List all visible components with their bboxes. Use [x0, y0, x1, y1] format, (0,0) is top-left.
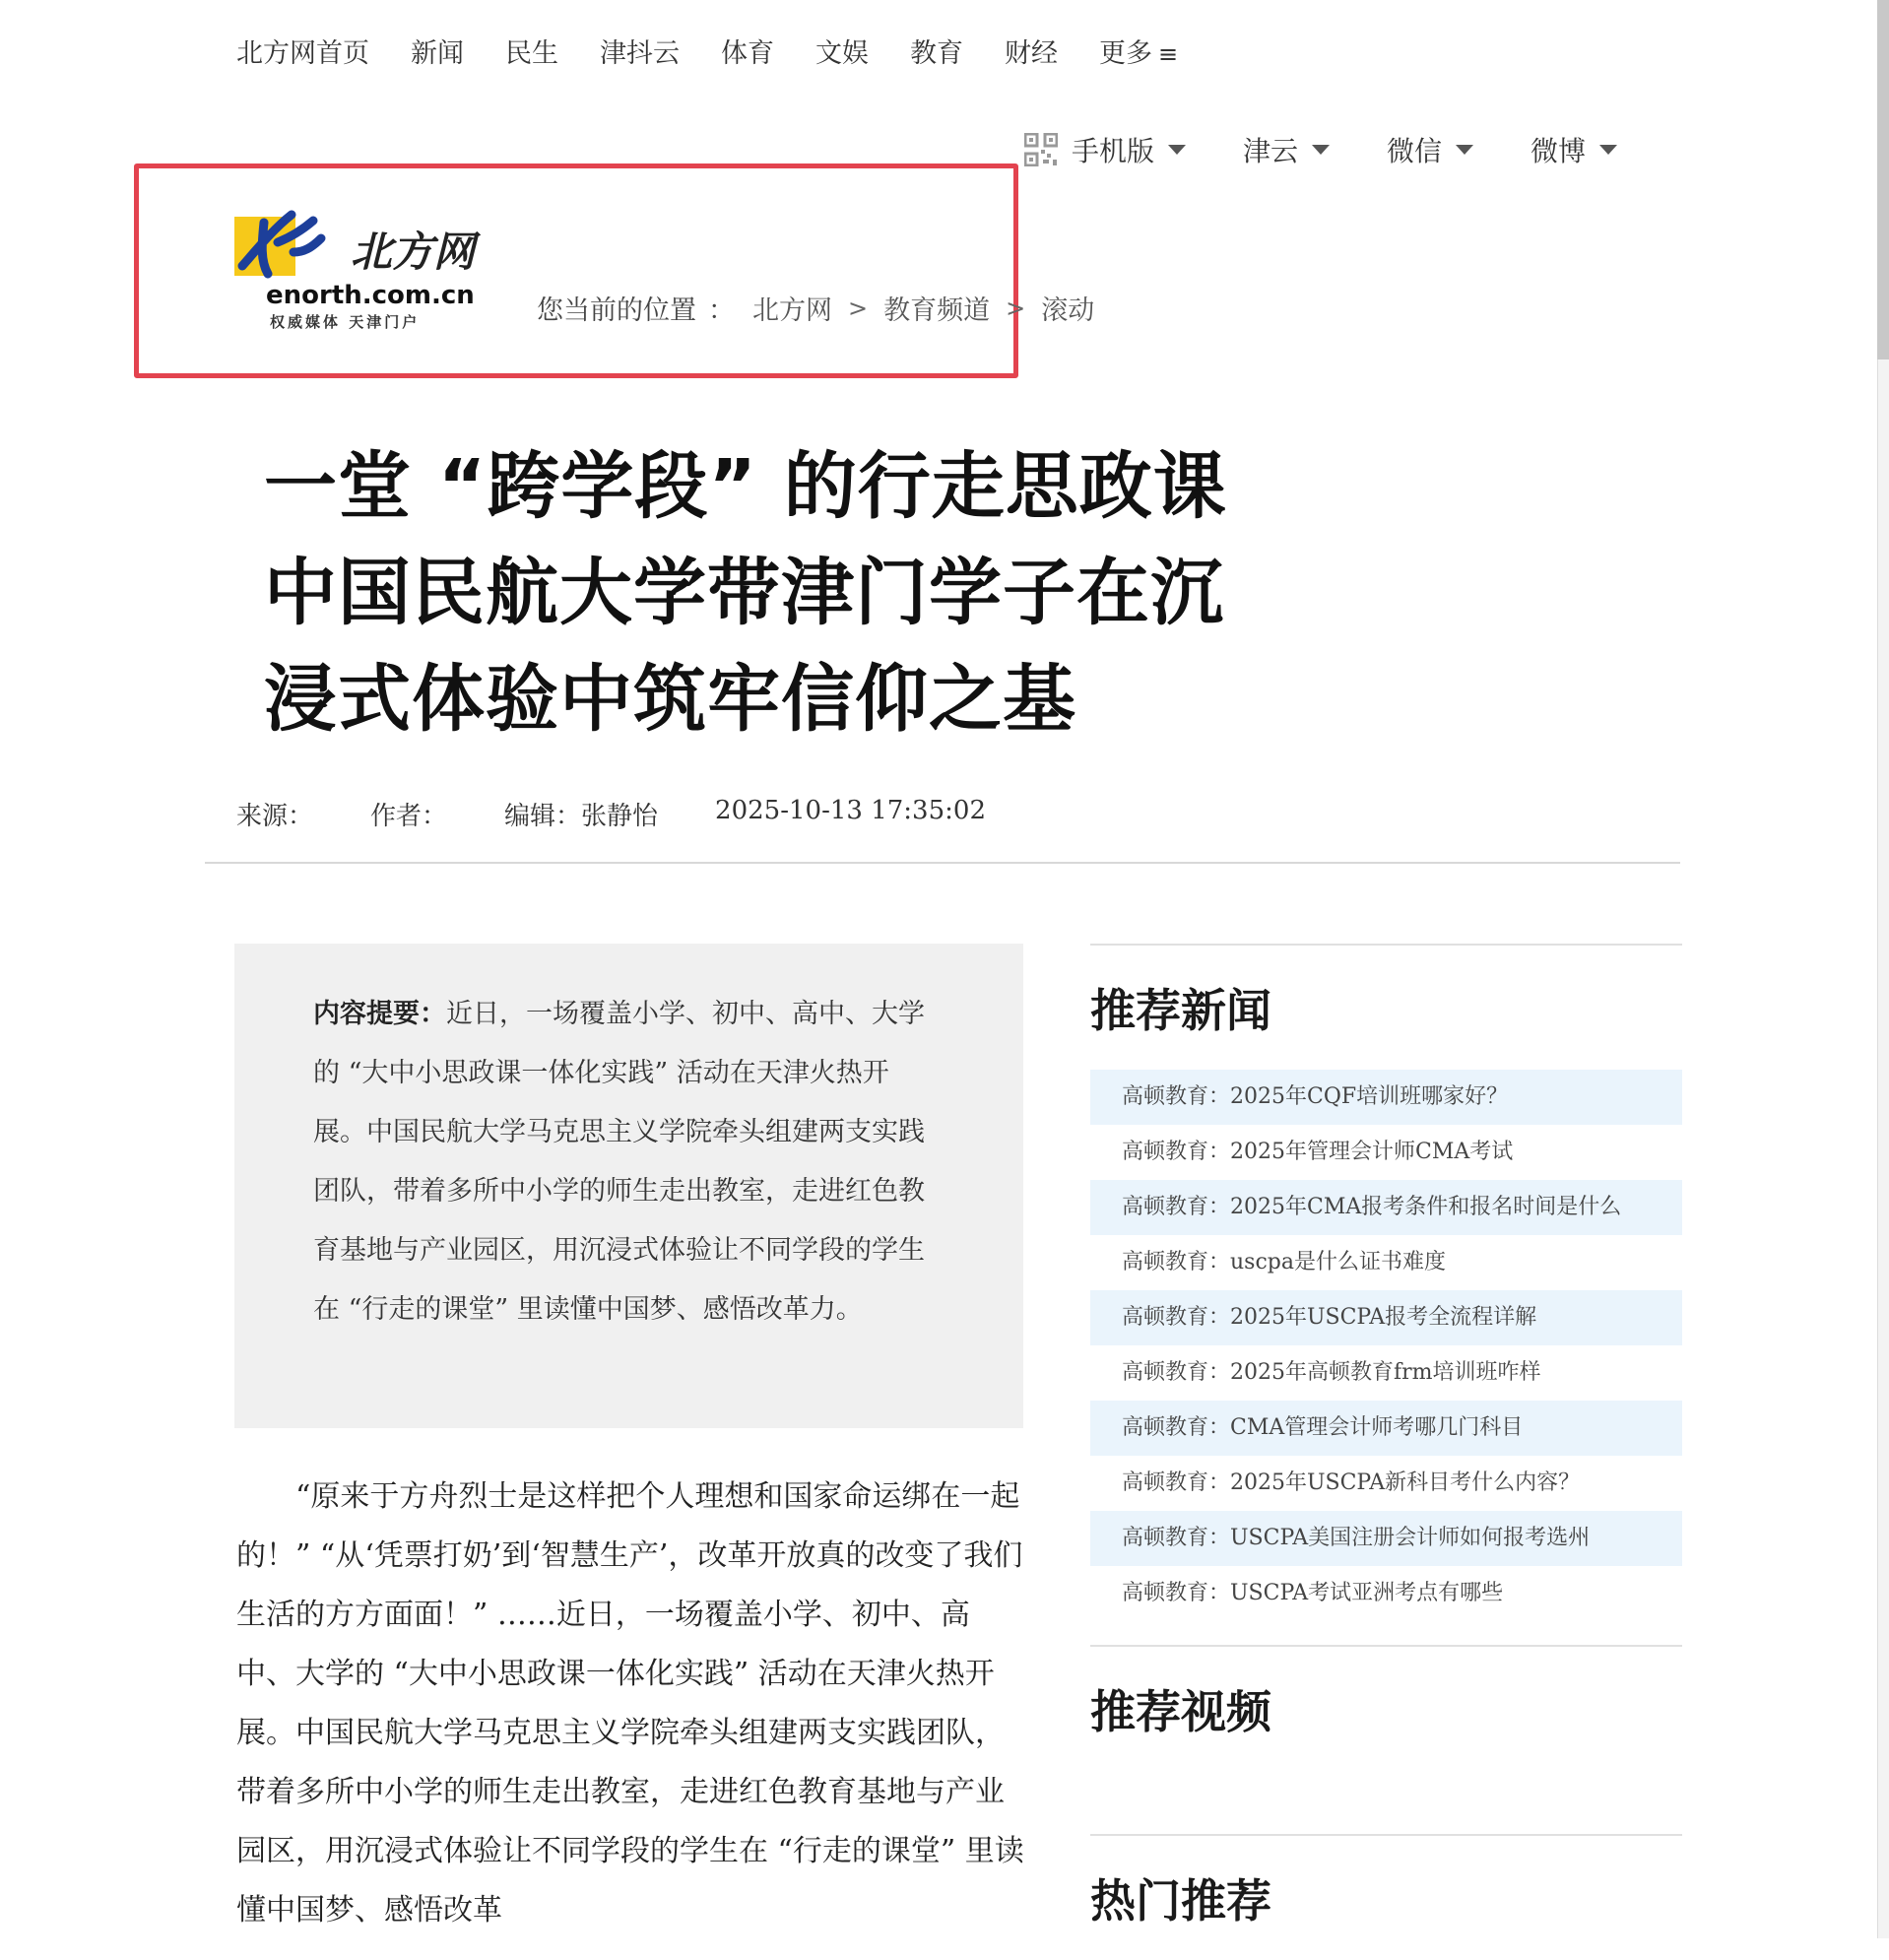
section-divider [1090, 1834, 1682, 1836]
recommended-news-list [1090, 1070, 1682, 1621]
caret-down-icon [1456, 145, 1473, 155]
wechat-dropdown[interactable] [1387, 130, 1473, 169]
summary-text [313, 985, 929, 1339]
svg-text:北方网: 北方网 [351, 228, 476, 276]
summary-label: 内容提要： [313, 999, 446, 1029]
nav-more[interactable] [1099, 32, 1178, 70]
article-meta [236, 796, 986, 832]
news-list-item[interactable]: 高顿教育：2025年CMA报考条件和报名时间是什么 [1090, 1180, 1682, 1235]
breadcrumb [537, 289, 1094, 327]
nav-sports[interactable]: 体育 [721, 37, 774, 69]
breadcrumb-home[interactable]: 北方网 [752, 295, 832, 326]
svg-text:enorth.com.cn: enorth.com.cn [266, 281, 475, 310]
breadcrumb-education[interactable]: 教育频道 [883, 295, 991, 326]
breadcrumb-scroll[interactable]: 滚动 [1041, 295, 1095, 326]
mobile-version-label: 手机版 [1072, 135, 1155, 167]
meta-divider [205, 862, 1680, 864]
sidebar-recommended-news [1090, 944, 1682, 1621]
wechat-label: 微信 [1387, 135, 1443, 167]
nav-home[interactable]: 北方网首页 [236, 37, 369, 69]
news-list-item[interactable]: 高顿教育：USCPA美国注册会计师如何报考选州 [1090, 1511, 1682, 1566]
summary-box [234, 944, 1023, 1428]
breadcrumb-label: 您当前的位置 [537, 295, 696, 326]
summary-content: 近日，一场覆盖小学、初中、高中、大学的 “大中小思政课一体化实践” 活动在天津火热开展。中国民航大学马克思主义学院牵头组建两支实践团队，带着多所中小学的师生走出教室，走进红色教育基地与产业园区，用沉浸式体验让不同学段的学生在 “行走的课堂” 里读懂中国梦、感悟改革力。 [313, 999, 925, 1325]
caret-down-icon [1312, 145, 1330, 155]
news-list-item[interactable]: 高顿教育：2025年USCPA新科目考什么内容？ [1122, 1470, 1581, 1495]
news-list-item[interactable]: 高顿教育：uscpa是什么证书难度 [1122, 1250, 1446, 1274]
news-list-item[interactable]: 高顿教育：CMA管理会计师考哪几门科目 [1090, 1401, 1682, 1456]
jinyun-dropdown[interactable] [1243, 130, 1330, 169]
enorth-logo[interactable] [234, 209, 490, 333]
sub-nav [1024, 126, 1617, 173]
nav-entertainment[interactable]: 文娱 [815, 37, 869, 69]
news-list-item[interactable]: 高顿教育：2025年管理会计师CMA考试 [1122, 1140, 1514, 1164]
sidebar-recommended-video [1090, 1645, 1682, 1771]
news-list-item[interactable]: 高顿教育：2025年USCPA报考全流程详解 [1090, 1290, 1682, 1345]
weibo-label: 微博 [1531, 135, 1587, 167]
section-divider [1090, 944, 1682, 946]
chevron-right-icon: > [848, 294, 869, 322]
article-title-line: 浸式体验中筑牢信仰之基 [264, 657, 1076, 742]
nav-education[interactable]: 教育 [910, 37, 963, 69]
article-body-text: “原来于方舟烈士是这样把个人理想和国家命运绑在一起的！” “从‘凭票打奶’到‘智慧生产’，改革开放真的改变了我们生活的方方面面！” ……近日，一场覆盖小学、初中、高中、大学的 “大中小思政课一体化实践” 活动在天津火热开展。中国民航大学马克思主义学院牵头组建两支实践团队，带着多所中小学的师生走出教室，走进红色教育基地与产业园区，用沉浸式体验让不同学段的学生在 “行走的课堂” 里读懂中国梦、感悟改革 [236, 1479, 1024, 1927]
nav-livelihood[interactable]: 民生 [505, 37, 558, 69]
menu-icon: ≡ [1158, 39, 1179, 68]
nav-finance[interactable]: 财经 [1005, 37, 1058, 69]
editor-label: 编辑：张静怡 [504, 802, 659, 831]
nav-more-label: 更多 [1099, 37, 1152, 69]
news-list-item[interactable]: 高顿教育：USCPA考试亚洲考点有哪些 [1122, 1581, 1504, 1605]
publish-datetime: 2025-10-13 17:35:02 [715, 796, 986, 825]
nav-news[interactable]: 新闻 [411, 37, 464, 69]
top-nav [236, 30, 1178, 71]
jinyun-label: 津云 [1243, 135, 1299, 167]
nav-jindouyun[interactable]: 津抖云 [600, 37, 680, 69]
article-title [264, 433, 1269, 752]
svg-text:权威媒体 天津门户: 权威媒体 天津门户 [270, 313, 421, 331]
recommended-news-title: 推荐新闻 [1090, 984, 1271, 1037]
qr-code-icon [1024, 133, 1058, 166]
news-list-item[interactable]: 高顿教育：2025年CQF培训班哪家好？ [1090, 1070, 1682, 1125]
author-label: 作者： [370, 802, 448, 831]
caret-down-icon [1599, 145, 1617, 155]
source-label: 来源： [236, 802, 314, 831]
section-divider [1090, 1645, 1682, 1647]
mobile-version-dropdown[interactable] [1024, 130, 1186, 169]
weibo-dropdown[interactable] [1531, 130, 1617, 169]
article-title-line: 一堂 “跨学段” 的行走思政课 [264, 444, 1227, 529]
recommended-video-title: 推荐视频 [1090, 1685, 1271, 1738]
caret-down-icon [1168, 145, 1186, 155]
article-body-paragraph [236, 1468, 1024, 1940]
chevron-right-icon: > [1006, 294, 1026, 322]
article-title-line: 中国民航大学带津门学子在沉 [264, 551, 1224, 635]
sidebar-hot-recommend [1090, 1834, 1682, 1960]
hot-recommend-title: 热门推荐 [1090, 1874, 1271, 1927]
scrollbar-thumb[interactable] [1877, 0, 1889, 359]
breadcrumb-colon: ： [708, 295, 735, 326]
news-list-item[interactable]: 高顿教育：2025年高顿教育frm培训班咋样 [1122, 1360, 1541, 1385]
